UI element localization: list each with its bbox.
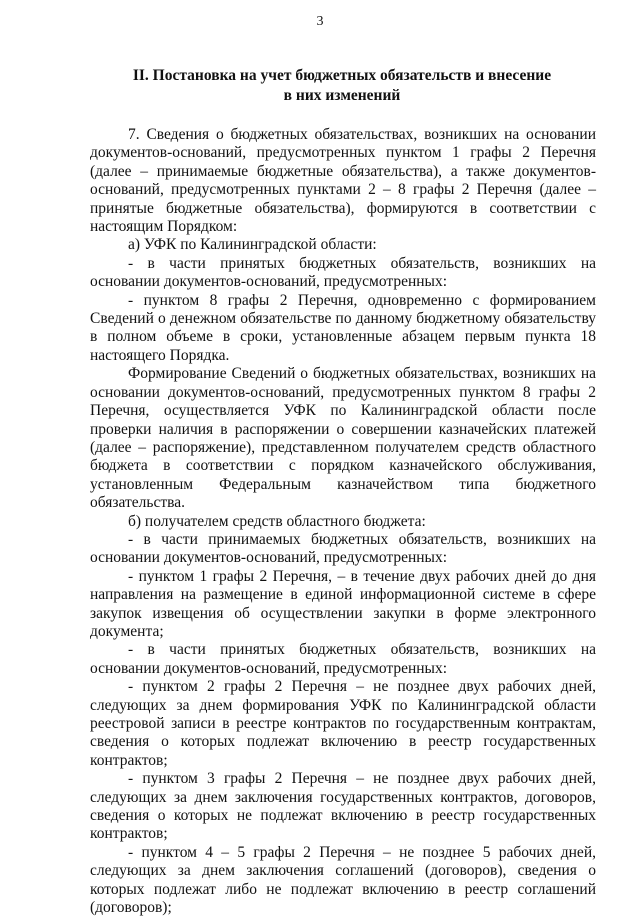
- paragraph-b-item-2: - пунктом 2 графы 2 Перечня – не позднее двух рабочих дней, следующих за днем формирования УФК по Калининградской области реестровой записи в реестре контрактов по государственным контрактам, сведения о которых подлежат включению в реестр государственных контрактов;: [90, 678, 596, 769]
- paragraph-a-header: а) УФК по Калининградской области:: [128, 236, 377, 254]
- paragraph-formation: Формирование Сведений о бюджетных обязательствах, возникших на основании документов-оснований, предусмотренных пунктом 8 графы 2 Перечня, осуществляется УФК по Калининградской области после проверки наличия в распоряжении о совершении казначейских платежей (далее – распоряжение), представленном получателем средств областного бюджета в соответствии с порядком казначейского обслуживания, установленным Федеральным казначейством типа бюджетного обязательства.: [90, 365, 596, 512]
- section-title-line-2: в них изменений: [283, 87, 401, 104]
- document-body: [90, 126, 596, 917]
- paragraph-b-item-4-5: - пунктом 4 – 5 графы 2 Перечня – не позднее 5 рабочих дней, следующих за днем заключения соглашений (договоров), сведения о которых подлежат либо не подлежат включению в реестр соглашений (договоров);: [90, 843, 596, 917]
- section-title-line-1: II. Постановка на учет бюджетных обязательств и внесение: [132, 67, 552, 84]
- paragraph-b-accepting: - в части принимаемых бюджетных обязательств, возникших на основании документов-оснований, предусмотренных:: [90, 530, 596, 567]
- paragraph-7-intro: 7. Сведения о бюджетных обязательствах, возникших на основании документов-оснований, предусмотренных пунктом 1 графы 2 Перечня (далее – принимаемые бюджетные обязательства), а также документов-оснований, предусмотренных пунктами 2 – 8 графы 2 Перечня (далее – принятые бюджетные обязательства), формируются в соответствии с настоящим Порядком:: [90, 126, 596, 236]
- page-number: 3: [316, 14, 324, 29]
- paragraph-a-accepted: - в части принятых бюджетных обязательств, возникших на основании документов-оснований, предусмотренных:: [90, 254, 596, 291]
- section-title: [88, 66, 596, 106]
- paragraph-a-item-8: - пунктом 8 графы 2 Перечня, одновременно с формированием Сведений о денежном обязательстве по данному бюджетному обязательству в полном объеме в сроки, установленные абзацем первым пункта 18 настоящего Порядка.: [90, 291, 596, 364]
- paragraph-b-item-3: - пунктом 3 графы 2 Перечня – не позднее двух рабочих дней, следующих за днем заключения государственных контрактов, договоров, сведения о которых не подлежат включению в реестр государственных контрактов;: [90, 770, 596, 843]
- paragraph-b-accepted: - в части принятых бюджетных обязательств, возникших на основании документов-оснований, предусмотренных:: [90, 641, 596, 677]
- paragraph-b-header: б) получателем средств областного бюджета:: [128, 512, 426, 530]
- paragraph-b-item-1: - пунктом 1 графы 2 Перечня, – в течение двух рабочих дней до дня направления на размещение в единой информационной системе в сфере закупок извещения об осуществлении закупки в форме электронного документа;: [90, 567, 596, 640]
